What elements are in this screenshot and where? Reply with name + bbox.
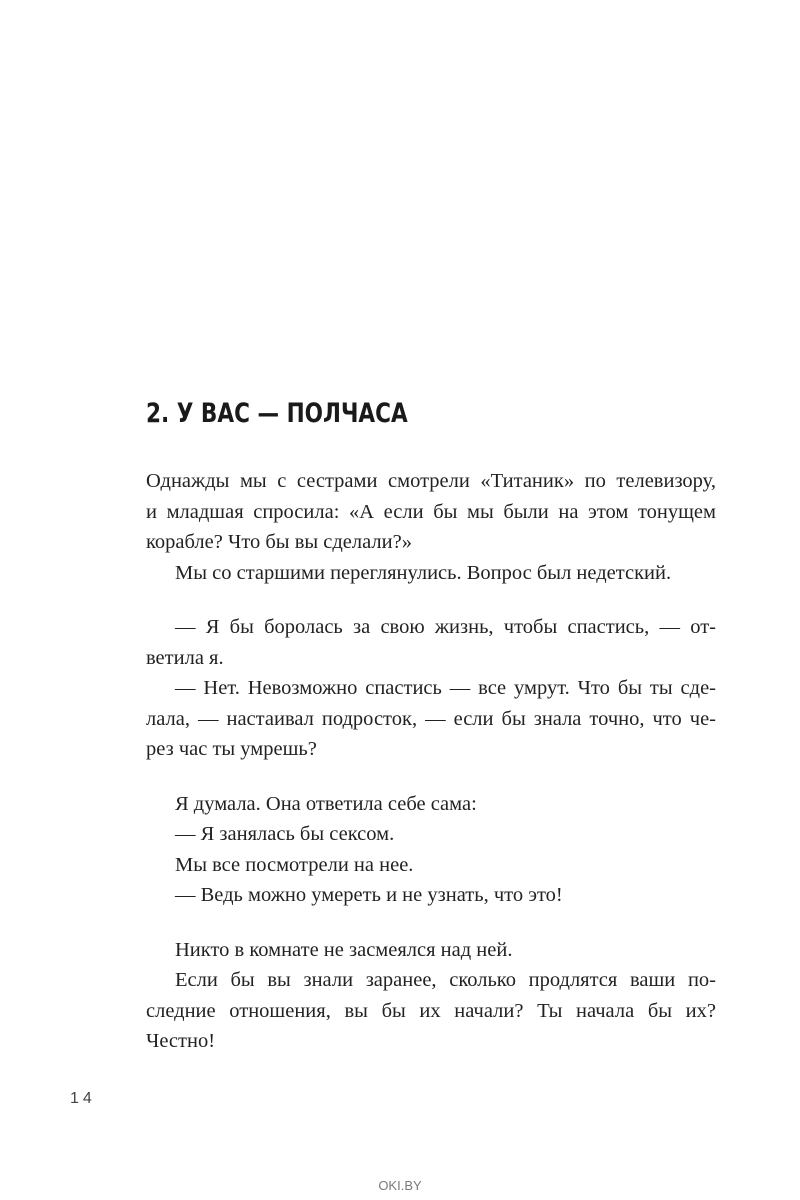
text-line: — Нет. Невозможно спастись — все умрут. Что бы ты сде-: [175, 677, 716, 699]
paragraph: [146, 612, 716, 673]
text-line: Мы все посмотрели на нее.: [175, 853, 414, 876]
chapter-body: [146, 466, 716, 1057]
text-line: Однажды мы с сестрами смотрели «Титаник» по телевизору,: [146, 470, 716, 492]
text-line: Честно!: [146, 1030, 216, 1052]
paragraph: [146, 935, 716, 966]
text-line: лала, — настаивал подросток, — если бы знала точно, что че-: [146, 707, 716, 730]
text-line: — Ведь можно умереть и не узнать, что это!: [175, 884, 563, 906]
paragraph-gap: [146, 765, 716, 789]
text-line: корабле? Что бы вы сделали?»: [146, 531, 412, 553]
paragraph: [146, 466, 716, 558]
text-line: Никто в комнате не засмеялся над ней.: [175, 938, 513, 961]
paragraph: [146, 558, 716, 589]
paragraph: [146, 850, 716, 881]
chapter-title: 2. У ВАС — ПОЛЧАСА: [146, 398, 408, 429]
text-line: рез час ты умрешь?: [146, 738, 317, 760]
text-line: и младшая спросила: «А если бы мы были на этом тонущем: [146, 500, 716, 523]
text-line: — Я бы боролась за свою жизнь, чтобы спастись, — от-: [175, 616, 716, 638]
paragraph: [146, 965, 716, 1057]
page-number: 14: [70, 1090, 96, 1107]
paragraph: [146, 880, 716, 911]
paragraph-gap: [146, 911, 716, 935]
site-watermark: OKI.BY: [378, 1178, 422, 1193]
text-line: ветила я.: [146, 646, 224, 669]
paragraph-gap: [146, 588, 716, 612]
text-line: — Я занялась бы сексом.: [175, 823, 395, 845]
text-line: Я думала. Она ответила себе сама:: [175, 792, 477, 815]
paragraph: [146, 819, 716, 850]
paragraph: [146, 789, 716, 820]
paragraph: [146, 673, 716, 765]
text-line: Мы со старшими переглянулись. Вопрос был недетский.: [175, 561, 672, 584]
text-line: следние отношения, вы бы их начали? Ты начала бы их?: [146, 999, 716, 1022]
text-line: Если бы вы знали заранее, сколько продлятся ваши по-: [175, 969, 716, 991]
